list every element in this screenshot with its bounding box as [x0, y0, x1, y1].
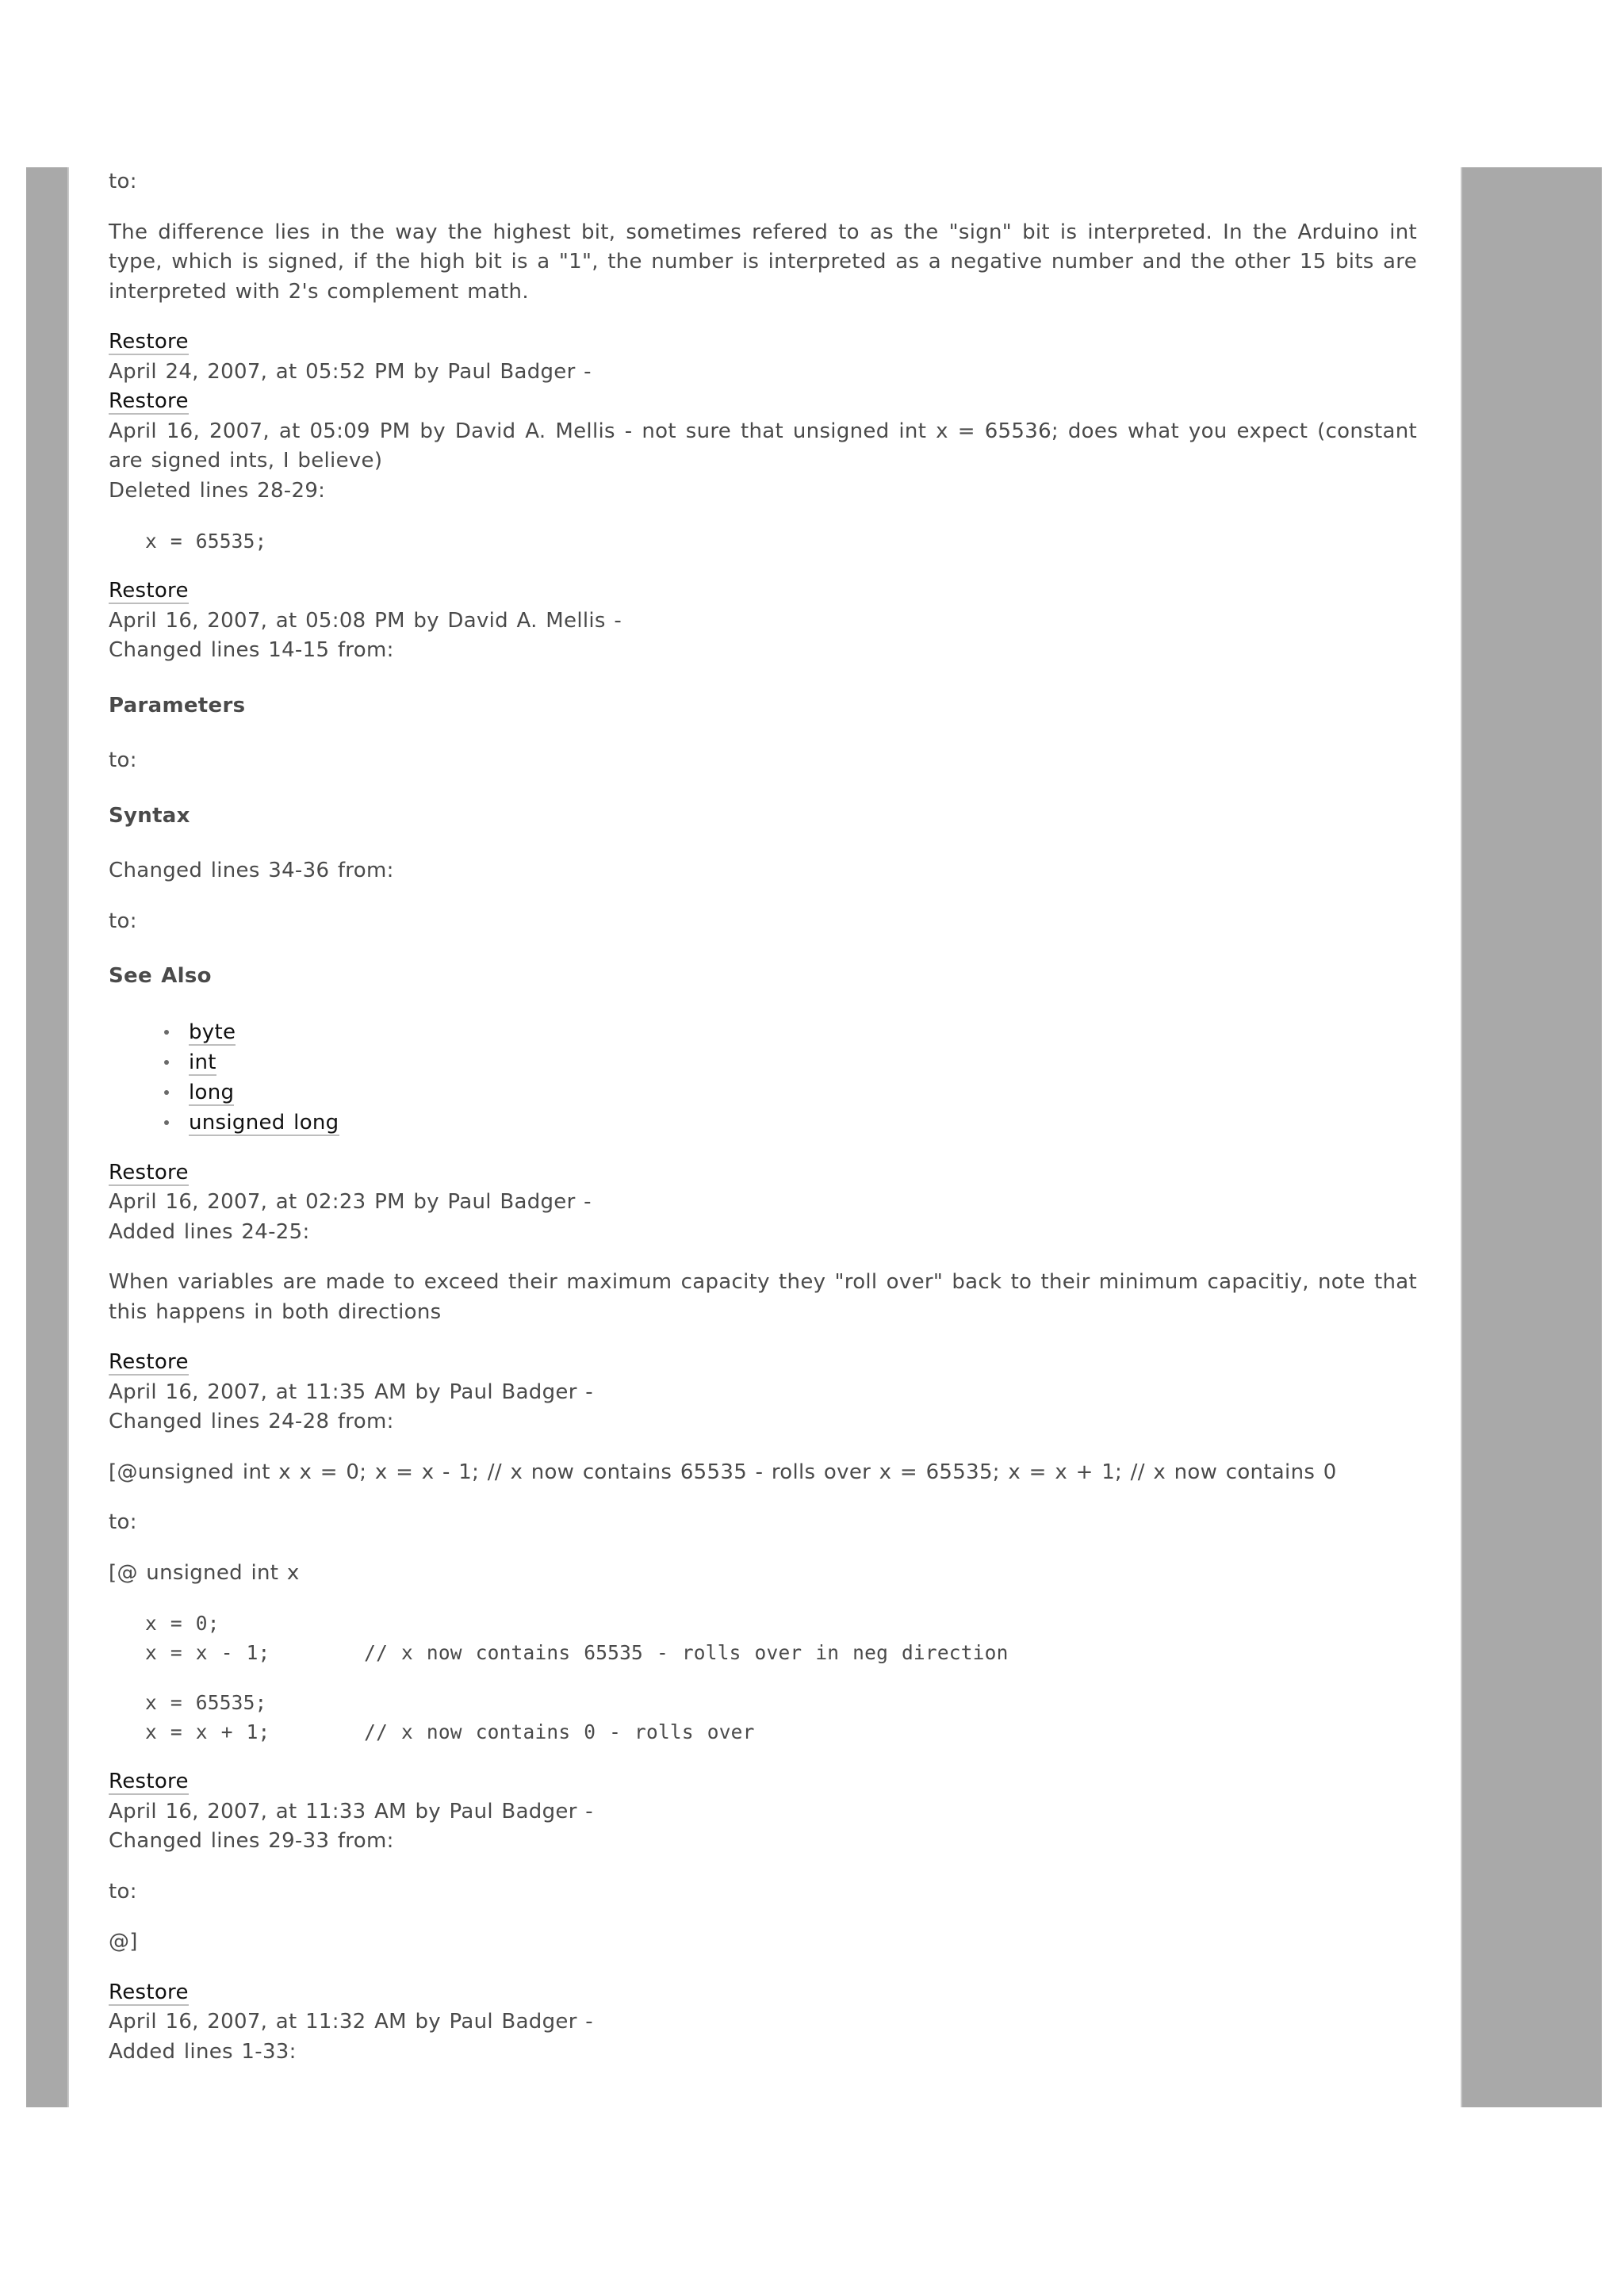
restore-link[interactable]: Restore	[109, 389, 189, 413]
history-entry	[109, 1348, 1417, 1437]
history-entry	[109, 1158, 1417, 1248]
see-also-link-int[interactable]: int	[189, 1050, 216, 1074]
section-heading: See Also	[109, 964, 212, 988]
history-entry	[109, 1767, 1417, 1857]
end-text: @]	[109, 1930, 138, 1954]
restore-link[interactable]: Restore	[109, 330, 189, 354]
to-label: to:	[109, 909, 137, 933]
restore-link[interactable]: Restore	[109, 1770, 189, 1793]
code-block: x = 65535; x = x + 1; // x now contains 0 - rolls over	[145, 1691, 755, 1743]
entry-meta: April 16, 2007, at 05:08 PM by David A. Mellis -	[109, 608, 622, 633]
list-item	[189, 1108, 1417, 1138]
added-text: When variables are made to exceed their maximum capacity they "roll over" back to their minimum capacitiy, note that this happens in both directions	[109, 1270, 1417, 1324]
change-summary: Changed lines 34-36 from:	[109, 859, 394, 882]
list-item	[189, 1047, 1417, 1077]
history-entry	[109, 327, 1417, 506]
diff-paragraph: The difference lies in the way the highest bit, sometimes refered to as the "sign" bit is interpreted. In the Arduino int type, which is signed, if the high bit is a "1", the number is interpreted as a negative number and the other 15 bits are interpreted with 2's complement math.	[109, 220, 1417, 304]
change-summary: Deleted lines 28-29:	[109, 478, 326, 503]
page-history-content	[109, 167, 1417, 2087]
entry-meta: April 16, 2007, at 02:23 PM by Paul Badger -	[109, 1190, 592, 1214]
change-summary: Changed lines 24-28 from:	[109, 1410, 394, 1433]
list-item	[189, 1017, 1417, 1047]
change-summary: Added lines 24-25:	[109, 1219, 310, 1244]
entry-meta: April 24, 2007, at 05:52 PM by Paul Badger -	[109, 359, 592, 384]
see-also-link-long[interactable]: long	[189, 1080, 235, 1104]
list-item	[189, 1077, 1417, 1108]
restore-link[interactable]: Restore	[109, 1980, 189, 2004]
code-block: x = 0; x = x - 1; // x now contains 65535 - rolls over in neg direction	[145, 1612, 1009, 1664]
entry-meta: April 16, 2007, at 11:33 AM by Paul Badger -	[109, 1799, 593, 1823]
change-summary: Changed lines 14-15 from:	[109, 638, 394, 662]
see-also-link-unsigned-long[interactable]: unsigned long	[189, 1110, 339, 1135]
entry-meta: April 16, 2007, at 05:09 PM by David A. Mellis - not sure that unsigned int x = 65536; does what you expect (constant are signed ints, I believe)	[109, 419, 1417, 473]
code-block: x = 65535;	[145, 530, 267, 553]
section-heading: Syntax	[109, 803, 190, 828]
to-label: to:	[109, 1510, 137, 1534]
to-label: to:	[109, 170, 137, 193]
see-also-link-byte[interactable]: byte	[189, 1020, 236, 1044]
history-entry	[109, 576, 1417, 666]
history-entry	[109, 1978, 1417, 2068]
to-label: to:	[109, 1879, 137, 1904]
restore-link[interactable]: Restore	[109, 1350, 189, 1374]
restore-link[interactable]: Restore	[109, 579, 189, 603]
change-summary: Changed lines 29-33 from:	[109, 1829, 394, 1853]
see-also-list	[109, 1017, 1417, 1138]
entry-meta: April 16, 2007, at 11:35 AM by Paul Badger -	[109, 1380, 593, 1404]
left-sidebar-bar	[26, 167, 69, 2107]
section-heading: Parameters	[109, 693, 246, 718]
right-sidebar-bar	[1461, 167, 1602, 2107]
restore-link[interactable]: Restore	[109, 1160, 189, 1184]
entry-meta: April 16, 2007, at 11:32 AM by Paul Badger -	[109, 2010, 593, 2034]
old-text: [@unsigned int x x = 0; x = x - 1; // x now contains 65535 - rolls over x = 65535; x = x + 1; // x now contains 0	[109, 1460, 1337, 1484]
new-text: [@ unsigned int x	[109, 1560, 300, 1585]
change-summary: Added lines 1-33:	[109, 2039, 297, 2064]
to-label: to:	[109, 748, 137, 772]
